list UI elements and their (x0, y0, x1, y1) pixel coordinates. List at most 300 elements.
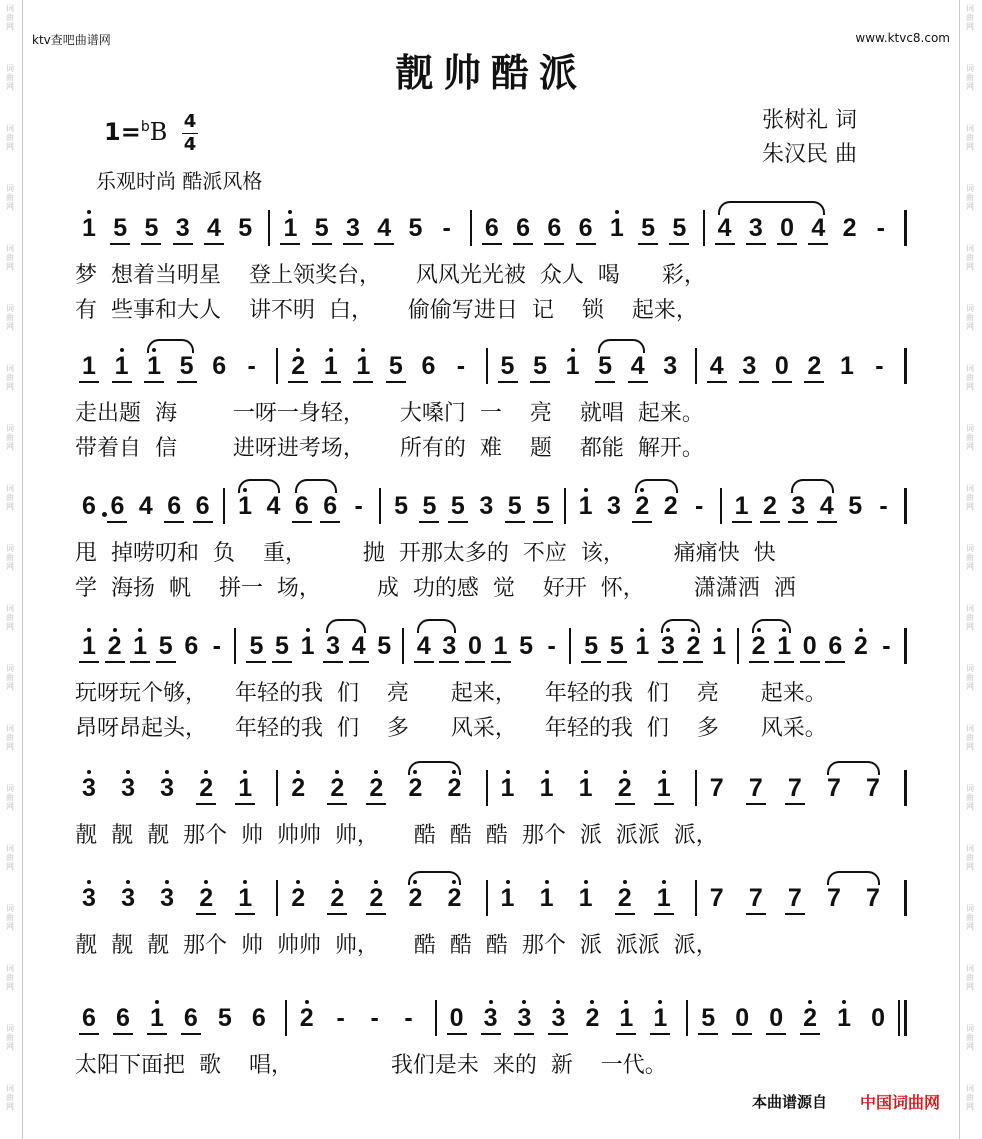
barline (737, 628, 739, 664)
tie-arc (326, 619, 366, 633)
key-signature (104, 118, 167, 146)
note: 2 (614, 884, 636, 912)
high-octave-dot (571, 348, 575, 352)
watermark-tile: 词 曲 网 (6, 1024, 14, 1051)
note: 6 (543, 214, 565, 242)
watermark-tile: 词 曲 网 (966, 64, 974, 91)
high-octave-dot (615, 210, 619, 214)
watermark-tile: 词 曲 网 (6, 64, 14, 91)
high-octave-dot (374, 770, 378, 774)
song-title: 靓帅酷派 (394, 50, 587, 95)
note: 5 (385, 352, 407, 380)
note: 1 (773, 632, 795, 660)
barline (686, 1000, 688, 1036)
note: 0 (871, 1004, 885, 1032)
high-octave-dot (87, 770, 91, 774)
tie-arc (827, 761, 880, 775)
barline (695, 348, 697, 384)
note: 2 (326, 774, 348, 802)
barline (276, 880, 278, 916)
note: 3 (156, 774, 178, 802)
note: 3 (342, 214, 364, 242)
watermark-tile: 词 曲 网 (6, 604, 14, 631)
note: 0 (776, 214, 798, 242)
high-octave-dot (717, 628, 721, 632)
note: 4 (816, 492, 838, 520)
watermark-tile: 词 曲 网 (966, 1024, 974, 1051)
high-octave-dot (296, 348, 300, 352)
note: 1 (497, 774, 519, 802)
note: 2 (404, 884, 426, 912)
watermark-tile: 词 曲 网 (966, 244, 974, 271)
note: 2 (748, 632, 770, 660)
note: 3 (78, 774, 100, 802)
note: 1 (575, 492, 597, 520)
high-octave-dot (584, 880, 588, 884)
note: 1 (234, 492, 256, 520)
note: 5 (497, 352, 519, 380)
note: 3 (606, 492, 621, 520)
note: 5 (217, 1004, 232, 1032)
note: 5 (271, 632, 293, 660)
note: 5 (377, 632, 392, 660)
note: 3 (745, 214, 767, 242)
source-site: 中国词曲网 (860, 1093, 941, 1112)
watermark-tile: 词 曲 网 (966, 1084, 974, 1111)
high-octave-dot (361, 348, 365, 352)
barline (904, 880, 907, 916)
high-octave-dot (288, 210, 292, 214)
note: 7 (784, 884, 806, 912)
watermark-tile: 词 曲 网 (966, 124, 974, 151)
note: 4 (138, 492, 153, 520)
barline (569, 628, 571, 664)
watermark-tile: 词 曲 网 (6, 4, 14, 31)
note: 5 (606, 632, 628, 660)
watermark-tile: 词 曲 网 (6, 364, 14, 391)
dash-extension: - (442, 214, 451, 242)
note: 1 (234, 774, 256, 802)
note: 3 (156, 884, 178, 912)
barline (435, 1000, 437, 1036)
watermark-tile: 词 曲 网 (966, 184, 974, 211)
score-system (0, 870, 982, 1010)
dash-extension: - (370, 1004, 379, 1032)
high-octave-dot (489, 1000, 493, 1004)
tie-arc (417, 619, 457, 633)
barline (904, 488, 907, 524)
high-octave-dot (335, 770, 339, 774)
note: 1 (833, 1004, 855, 1032)
watermark-tile: 词 曲 网 (6, 844, 14, 871)
high-octave-dot (204, 880, 208, 884)
barline (904, 770, 907, 806)
score-system (0, 618, 982, 758)
barline (695, 880, 697, 916)
note: 5 (109, 214, 131, 242)
high-octave-dot (506, 770, 510, 774)
note: 5 (245, 632, 267, 660)
high-octave-dot (623, 770, 627, 774)
note: 7 (826, 774, 841, 802)
note: 2 (404, 774, 426, 802)
note: 1 (78, 632, 100, 660)
high-octave-dot (335, 880, 339, 884)
note: 1 (536, 884, 558, 912)
high-octave-dot (126, 880, 130, 884)
watermark-tile: 词 曲 网 (6, 184, 14, 211)
note: 3 (787, 492, 809, 520)
note: 2 (287, 884, 309, 912)
high-octave-dot (658, 1000, 662, 1004)
dash-extension: - (876, 214, 885, 242)
dash-extension: - (882, 632, 891, 660)
style-description: 乐观时尚 酷派风格 (96, 169, 263, 193)
high-octave-dot (165, 770, 169, 774)
high-octave-dot (522, 1000, 526, 1004)
note: 5 (155, 632, 177, 660)
note: 3 (663, 352, 678, 380)
note: 4 (203, 214, 225, 242)
dash-extension: - (694, 492, 704, 520)
note: 1 (575, 774, 597, 802)
note: 2 (614, 774, 636, 802)
note: 7 (865, 884, 880, 912)
note: 2 (803, 352, 825, 380)
note: 5 (504, 492, 526, 520)
watermark-tile: 词 曲 网 (966, 904, 974, 931)
note: 5 (848, 492, 863, 520)
dash-extension: - (212, 632, 221, 660)
flat-sign: b (140, 119, 150, 135)
note: 7 (865, 774, 880, 802)
tie-arc (752, 619, 792, 633)
time-signature (180, 112, 200, 155)
high-octave-dot (296, 770, 300, 774)
tie-arc (718, 201, 826, 215)
note: 5 (637, 214, 659, 242)
note: 1 (279, 214, 301, 242)
watermark-tile: 词 曲 网 (966, 784, 974, 811)
barline (564, 488, 566, 524)
note: 1 (78, 214, 100, 242)
note: 6 (212, 352, 227, 380)
high-octave-dot (87, 628, 91, 632)
note: 1 (708, 632, 730, 660)
note: 5 (238, 214, 253, 242)
note: 2 (842, 214, 857, 242)
score-system (0, 478, 982, 618)
note: 1 (297, 632, 319, 660)
high-octave-dot (624, 1000, 628, 1004)
note: 6 (251, 1004, 266, 1032)
high-octave-dot (662, 880, 666, 884)
note: 1 (234, 884, 256, 912)
lyric-line: 走出题 海 一呀一身轻， 大嗓门 一 亮 就唱 起来。 (75, 401, 704, 426)
note: 5 (418, 492, 440, 520)
barline (285, 1000, 287, 1036)
lyric-line: 靓 靓 靓 那个 帅 帅帅 帅， 酷 酷 酷 那个 派 派派 派， (75, 933, 718, 958)
note: 2 (287, 774, 309, 802)
high-octave-dot (126, 770, 130, 774)
note: 6 (192, 492, 214, 520)
watermark-tile: 词 曲 网 (6, 484, 14, 511)
lyric-line: 学 海扬 帆 拼一 场， 成 功的感 觉 好开 怀， 潇潇洒 洒 (75, 576, 796, 601)
tie-arc (408, 761, 461, 775)
credits (762, 104, 857, 172)
watermark-tile: 词 曲 网 (966, 844, 974, 871)
tie-arc (827, 871, 880, 885)
watermark-tile: 词 曲 网 (966, 604, 974, 631)
note: 3 (438, 632, 460, 660)
high-octave-dot (808, 1000, 812, 1004)
note: 1 (352, 352, 374, 380)
watermark-tile: 词 曲 网 (6, 304, 14, 331)
note: 6 (824, 632, 846, 660)
note: 7 (826, 884, 841, 912)
high-octave-dot (305, 1000, 309, 1004)
dash-extension: - (354, 492, 363, 520)
high-octave-dot (545, 770, 549, 774)
note: 7 (709, 774, 724, 802)
note: 2 (581, 1004, 603, 1032)
note: 2 (296, 1004, 318, 1032)
high-octave-dot (113, 628, 117, 632)
note: 2 (631, 492, 653, 520)
score-system (0, 990, 982, 1130)
dash-extension: - (404, 1004, 413, 1032)
high-octave-dot (506, 880, 510, 884)
note: 4 (373, 214, 395, 242)
high-octave-dot (329, 348, 333, 352)
note: 4 (807, 214, 829, 242)
barline (379, 488, 381, 524)
note: 6 (512, 214, 534, 242)
high-octave-dot (842, 1000, 846, 1004)
lyric-line: 有 些事和大人 讲不明 白， 偷偷写进日 记 锁 起来， (75, 298, 698, 323)
high-octave-dot (243, 880, 247, 884)
tie-arc (238, 479, 280, 493)
barline (703, 210, 705, 246)
note: 1 (143, 352, 165, 380)
note: 1 (731, 492, 753, 520)
note: 5 (447, 492, 469, 520)
time-top: 4 (183, 111, 197, 132)
note: 4 (266, 492, 281, 520)
barline (904, 210, 907, 246)
high-octave-dot (155, 1000, 159, 1004)
site-label-right: www.ktvc8.com (855, 31, 950, 45)
high-octave-dot (87, 880, 91, 884)
high-octave-dot (204, 770, 208, 774)
high-octave-dot (243, 770, 247, 774)
watermark-tile: 词 曲 网 (6, 424, 14, 451)
lyric-line: 甩 掉唠叨和 负 重， 抛 开那太多的 不应 该， 痛痛快 快 (75, 541, 776, 566)
note: 6 (112, 1004, 134, 1032)
note: 4 (348, 632, 370, 660)
watermark-tile: 词 曲 网 (6, 784, 14, 811)
note: 7 (709, 884, 724, 912)
score-system (0, 200, 982, 340)
high-octave-dot (165, 880, 169, 884)
note: 6 (82, 492, 96, 520)
note: 1 (111, 352, 133, 380)
note: 1 (536, 774, 558, 802)
note: 3 (513, 1004, 535, 1032)
note: 4 (627, 352, 649, 380)
key-prefix: 1= (104, 118, 141, 146)
composer-credit: 朱汉民 曲 (762, 142, 857, 167)
note: 3 (738, 352, 760, 380)
note: 2 (104, 632, 126, 660)
barline (486, 770, 488, 806)
note: 1 (606, 214, 628, 242)
watermark-tile: 词 曲 网 (6, 1084, 14, 1111)
note: 5 (394, 492, 409, 520)
watermark-tile: 词 曲 网 (966, 364, 974, 391)
high-octave-dot (584, 770, 588, 774)
final-barline (904, 1000, 907, 1036)
tie-arc (295, 479, 337, 493)
note: 0 (799, 632, 821, 660)
note: 1 (839, 352, 854, 380)
note: 5 (532, 492, 554, 520)
note: 2 (326, 884, 348, 912)
barline (904, 348, 907, 384)
barline (276, 348, 278, 384)
note: 2 (195, 774, 217, 802)
note: 3 (547, 1004, 569, 1032)
high-octave-dot (859, 628, 863, 632)
note: 3 (172, 214, 194, 242)
barline (720, 488, 722, 524)
note: 0 (765, 1004, 787, 1032)
high-octave-dot (120, 348, 124, 352)
note: 2 (799, 1004, 821, 1032)
barline (223, 488, 225, 524)
watermark-tile: 词 曲 网 (6, 964, 14, 991)
note: 1 (129, 632, 151, 660)
note: 7 (745, 774, 767, 802)
note: 1 (653, 884, 675, 912)
barline (276, 770, 278, 806)
key-note: B (149, 118, 168, 146)
lyric-line: 梦 想着当明星 登上领奖台， 风风光光被 众人 喝 彩， (75, 263, 706, 288)
note: 3 (78, 884, 100, 912)
note: 6 (184, 632, 199, 660)
tie-arc (661, 619, 701, 633)
barline (402, 628, 404, 664)
dash-extension: - (336, 1004, 345, 1032)
note: 2 (365, 884, 387, 912)
note: 1 (562, 352, 584, 380)
note: 2 (850, 632, 872, 660)
score-system (0, 338, 982, 478)
site-label-left: ktv查吧曲谱网 (32, 33, 111, 47)
note: 1 (78, 352, 100, 380)
note: 5 (408, 214, 423, 242)
high-octave-dot (556, 1000, 560, 1004)
tie-arc (408, 871, 461, 885)
note: 2 (443, 774, 465, 802)
note: 1 (497, 884, 519, 912)
note: 6 (106, 492, 128, 520)
note: 0 (731, 1004, 753, 1032)
note: 6 (319, 492, 341, 520)
watermark-tile: 词 曲 网 (966, 544, 974, 571)
lyric-line: 带着自 信 进呀进考场， 所有的 难 题 都能 解开。 (75, 436, 704, 461)
note: 1 (490, 632, 512, 660)
note: 3 (322, 632, 344, 660)
note: 3 (117, 884, 139, 912)
note: 2 (365, 774, 387, 802)
high-octave-dot (374, 880, 378, 884)
note: 6 (291, 492, 313, 520)
note: 1 (320, 352, 342, 380)
barline (486, 348, 488, 384)
note: 6 (481, 214, 503, 242)
note: 4 (714, 214, 736, 242)
note: 5 (140, 214, 162, 242)
note: 4 (413, 632, 435, 660)
tie-arc (791, 479, 833, 493)
high-octave-dot (138, 628, 142, 632)
note: 7 (784, 774, 806, 802)
note: 2 (287, 352, 309, 380)
note: 5 (697, 1004, 719, 1032)
note: 6 (575, 214, 597, 242)
watermark-tile: 词 曲 网 (6, 904, 14, 931)
note: 1 (653, 774, 675, 802)
barline (268, 210, 270, 246)
note: 3 (479, 492, 494, 520)
note: 4 (706, 352, 728, 380)
watermark-tile: 词 曲 网 (6, 544, 14, 571)
high-octave-dot (296, 880, 300, 884)
dash-extension: - (247, 352, 256, 380)
note: 5 (580, 632, 602, 660)
watermark-tile: 词 曲 网 (6, 124, 14, 151)
watermark-tile: 词 曲 网 (966, 304, 974, 331)
note: 6 (421, 352, 436, 380)
note: 6 (78, 1004, 100, 1032)
tie-arc (598, 339, 645, 353)
high-octave-dot (584, 488, 588, 492)
barline (695, 770, 697, 806)
note: 5 (594, 352, 616, 380)
note: 3 (657, 632, 679, 660)
watermark-tile: 词 曲 网 (966, 484, 974, 511)
watermark-tile: 词 曲 网 (6, 724, 14, 751)
lyric-line: 玩呀玩个够， 年轻的我 们 亮 起来， 年轻的我 们 亮 起来。 (75, 681, 827, 706)
barline (486, 880, 488, 916)
note: 0 (771, 352, 793, 380)
note: 2 (682, 632, 704, 660)
high-octave-dot (545, 880, 549, 884)
note: 5 (311, 214, 333, 242)
high-octave-dot (87, 210, 91, 214)
watermark-tile: 词 曲 网 (966, 424, 974, 451)
note: 0 (464, 632, 486, 660)
barline (904, 628, 907, 664)
barline (234, 628, 236, 664)
high-octave-dot (590, 1000, 594, 1004)
watermark-tile: 词 曲 网 (966, 724, 974, 751)
barline (470, 210, 472, 246)
dash-extension: - (547, 632, 556, 660)
note: 0 (446, 1004, 468, 1032)
note: 1 (631, 632, 653, 660)
